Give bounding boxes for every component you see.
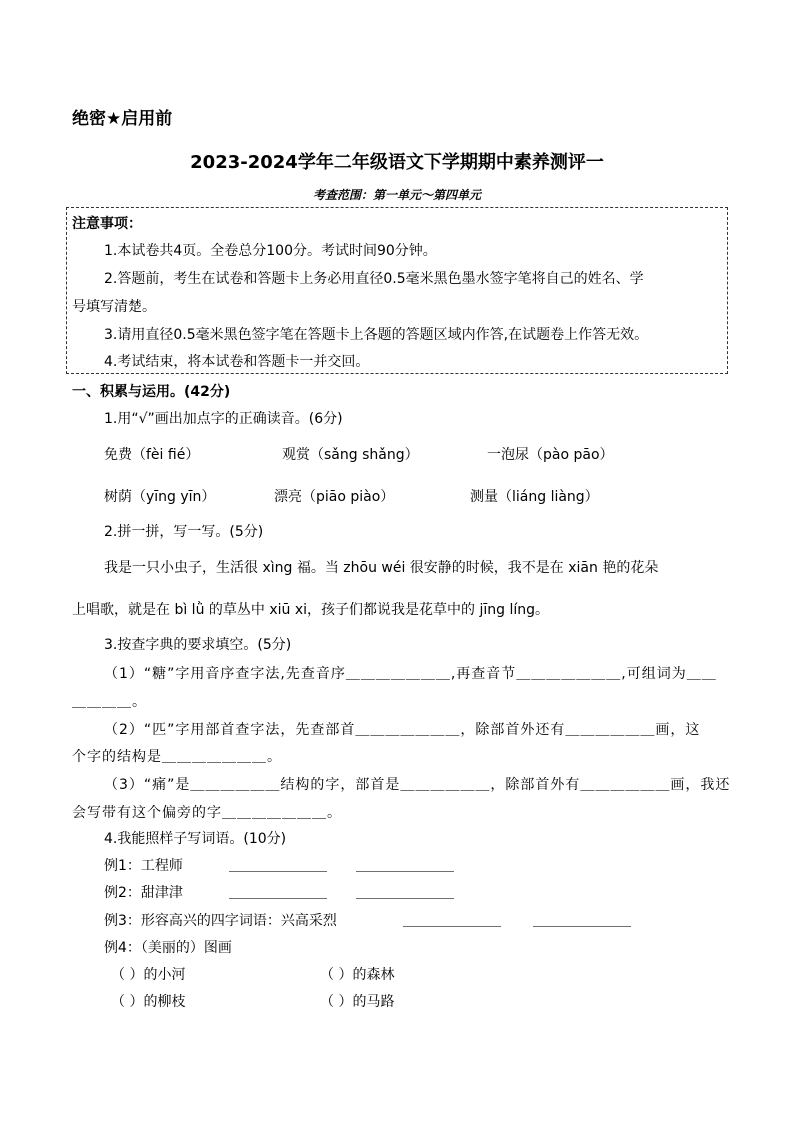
q4-example-1: 例1：工程师 [104,858,183,874]
q4-ex3-blank-2: ＿＿＿＿＿＿＿ [533,913,631,929]
q4-ex2-blank-1: ＿＿＿＿＿＿＿ [229,885,327,901]
q3-sub3-line-1: （3）“痛”是＿＿＿＿＿＿结构的字，部首是＿＿＿＿＿＿，除部首外有＿＿＿＿＿＿画，我还 [104,777,731,793]
q1-item-1: 免费（fèi fié） [104,447,200,463]
q4-ex1-blank-2: ＿＿＿＿＿＿＿ [356,858,454,874]
q3-sub1-line-1: （1）“糖”字用音序查字法,先查音序＿＿＿＿＿＿＿,再查音节＿＿＿＿＿＿＿,可组词为＿＿ [104,666,717,682]
notice-heading: 注意事项： [72,216,142,232]
q4-fill-1: （ ）的小河 [111,967,186,983]
q4-fill-4: （ ）的马路 [320,994,395,1010]
q4-prompt: 4.我能照样子写词语。(10分) [104,831,287,847]
q1-item-3: 一泡尿（pào pāo） [487,447,614,463]
q2-line-2: 上唱歌，就是在 bì lǜ 的草丛中 xiū xi，孩子们都说我是花草中的 jīng líng。 [72,602,549,618]
q3-prompt: 3.按查字典的要求填空。(5分) [104,637,292,653]
q3-sub2-line-2: 个字的结构是＿＿＿＿＿＿＿。 [72,749,282,765]
secret-label: 绝密★启用前 [72,109,173,129]
q4-fill-3: （ ）的柳枝 [111,994,186,1010]
notice-item-4: 4.考试结束，将本试卷和答题卡一并交回。 [104,354,370,370]
q2-line-1: 我是一只小虫子，生活很 xìng 福。当 zhōu wéi 很安静的时候，我不是在 xiān 艳的花朵 [104,560,659,576]
notice-box [66,207,728,374]
q4-ex1-blank-1: ＿＿＿＿＿＿＿ [229,858,327,874]
q1-item-4: 树荫（yīng yīn） [104,489,216,505]
notice-item-3: 3.请用直径0.5毫米黑色签字笔在答题卡上各题的答题区域内作答,在试题卷上作答无效。 [104,327,649,343]
q4-example-4: 例4：（美丽的）图画 [104,940,232,956]
q1-prompt: 1.用“√”画出加点字的正确读音。(6分) [104,411,343,427]
section-1-title: 一、积累与运用。(42分) [72,384,231,400]
q4-ex2-blank-2: ＿＿＿＿＿＿＿ [356,885,454,901]
q4-fill-2: （ ）的森林 [320,967,395,983]
notice-item-2-line-1: 2.答题前，考生在试卷和答题卡上务必用直径0.5毫米黑色墨水签字笔将自己的姓名、学 [104,271,644,287]
q1-item-5: 漂亮（piāo piào） [274,489,395,505]
q2-prompt: 2.拼一拼，写一写。(5分) [104,524,264,540]
q3-sub3-line-2: 会写带有这个偏旁的字＿＿＿＿＿＿＿。 [72,805,342,821]
exam-title: 2023-2024学年二年级语文下学期期中素养测评一 [190,152,604,173]
notice-item-2-line-2: 号填写清楚。 [72,299,156,315]
q4-example-2: 例2：甜津津 [104,885,183,901]
q3-sub1-line-2: ＿＿＿＿。 [72,694,147,710]
q4-example-3: 例3：形容高兴的四字词语：兴高采烈 [104,913,337,929]
q3-sub2-line-1: （2）“匹”字用部首查字法，先查部首＿＿＿＿＿＿＿，除部首外还有＿＿＿＿＿＿画，这 [104,722,701,738]
q4-ex3-blank-1: ＿＿＿＿＿＿＿ [403,913,501,929]
notice-item-1: 1.本试卷共4页。全卷总分100分。考试时间90分钟。 [104,243,437,259]
q1-item-6: 测量（liáng liàng） [470,489,599,505]
exam-scope: 考查范围：第一单元～第四单元 [312,188,481,202]
q1-item-2: 观赏（sǎng shǎng） [282,447,419,463]
